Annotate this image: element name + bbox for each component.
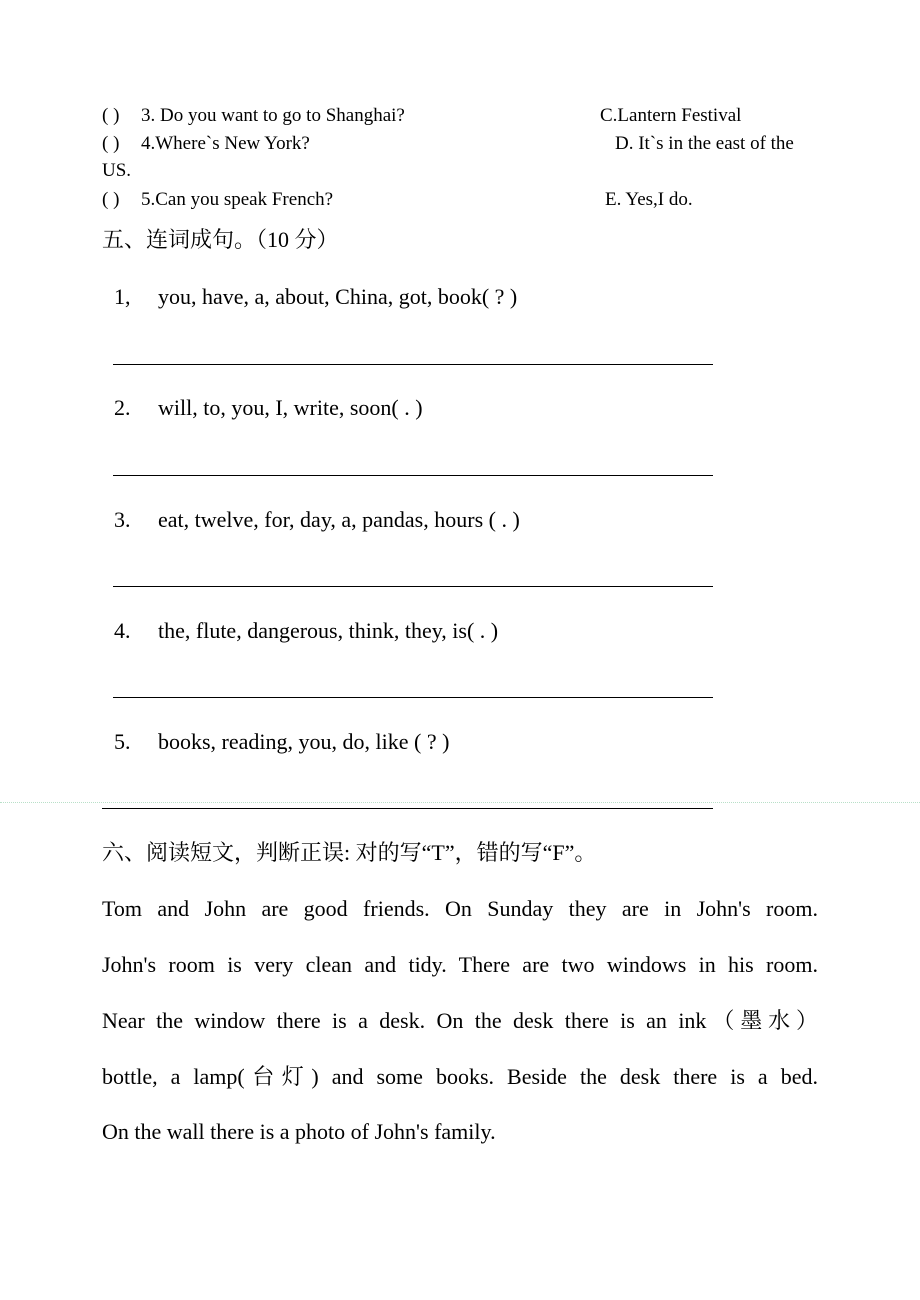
- question-text: 5.Can you speak French?: [141, 189, 334, 210]
- answer-line[interactable]: [113, 586, 713, 587]
- item-number: 5.: [114, 729, 131, 754]
- section-5-title: 五、连词成句。（10 分）: [102, 227, 339, 252]
- answer-paren[interactable]: ( ): [102, 189, 120, 210]
- word-list: will, to, you, I, write, soon( . ): [158, 395, 423, 420]
- item-number: 2.: [114, 395, 131, 420]
- question-text: 3. Do you want to go to Shanghai?: [141, 105, 405, 126]
- answer-option-continued: US.: [102, 160, 132, 181]
- question-text: 4.Where`s New York?: [141, 133, 310, 154]
- answer-option: D. It`s in the east of the: [615, 133, 794, 154]
- answer-line[interactable]: [102, 808, 713, 809]
- passage-line: Near the window there is a desk. On the desk there is an ink（墨水）: [102, 1008, 818, 1033]
- answer-line[interactable]: [113, 475, 713, 476]
- item-number: 3.: [114, 507, 131, 532]
- passage-line: On the wall there is a photo of John's family.: [102, 1119, 496, 1144]
- word-list: you, have, a, about, China, got, book( ? ): [158, 284, 518, 309]
- answer-option: C.Lantern Festival: [600, 105, 742, 126]
- word-list: eat, twelve, for, day, a, pandas, hours ( . ): [158, 507, 520, 532]
- answer-paren[interactable]: ( ): [102, 105, 120, 126]
- answer-line[interactable]: [113, 364, 713, 365]
- passage-line: Tom and John are good friends. On Sunday they are in John's room.: [102, 896, 818, 921]
- passage-line: John's room is very clean and tidy. There are two windows in his room.: [102, 952, 818, 977]
- answer-paren[interactable]: ( ): [102, 133, 120, 154]
- page-divider-dotted: [0, 802, 920, 803]
- word-list: books, reading, you, do, like ( ? ): [158, 729, 450, 754]
- answer-line[interactable]: [113, 697, 713, 698]
- item-number: 4.: [114, 618, 131, 643]
- answer-option: E. Yes,I do.: [605, 189, 693, 210]
- passage-line: bottle, a lamp(台灯) and some books. Beside the desk there is a bed.: [102, 1064, 818, 1089]
- section-6-title: 六、阅读短文，判断正误: 对的写“T”，错的写“F”。: [102, 840, 597, 865]
- item-number: 1,: [114, 284, 131, 309]
- word-list: the, flute, dangerous, think, they, is( . ): [158, 618, 499, 643]
